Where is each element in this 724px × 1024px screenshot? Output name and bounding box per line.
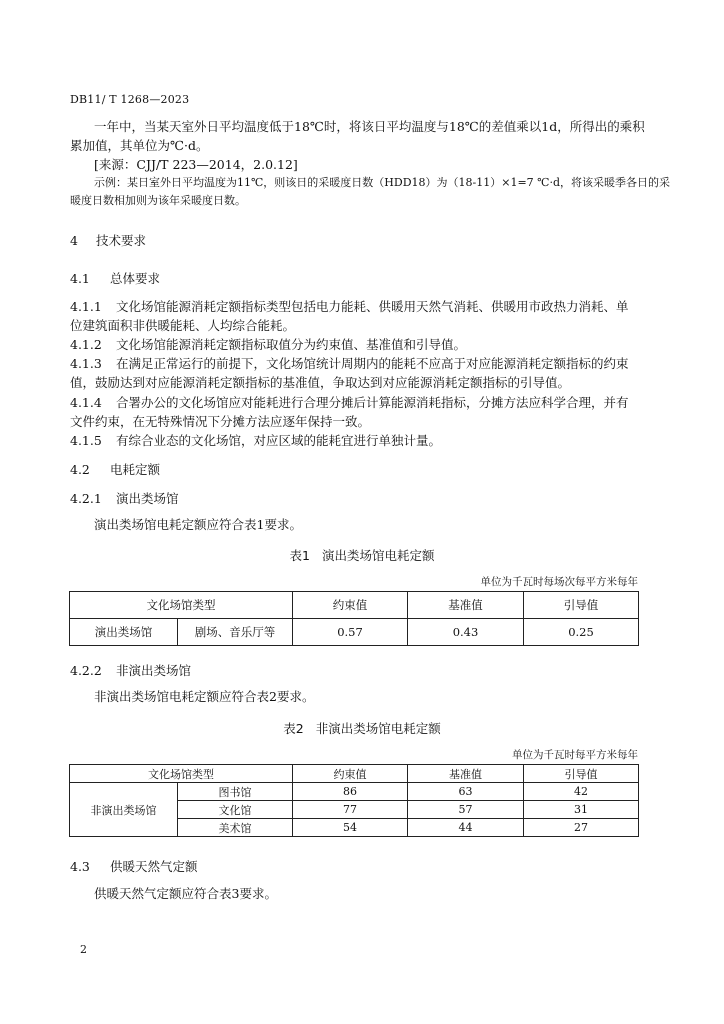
table-row [70, 619, 639, 646]
header-cell: 基准值 [408, 765, 524, 783]
table-header-row [70, 592, 639, 619]
section-4-3-heading [70, 857, 198, 875]
table1 [69, 591, 639, 646]
type-cell: 图书馆 [178, 783, 293, 801]
section-4-2-heading [70, 460, 160, 478]
clause-4-1-3 [70, 354, 650, 392]
value-cell: 57 [408, 801, 524, 819]
section-4-2-1-heading [70, 489, 179, 507]
category-cell: 演出类场馆 [70, 619, 178, 646]
value-cell: 0.43 [408, 619, 524, 646]
section-title: 供暖天然气定额 [110, 859, 198, 874]
type-cell: 剧场、音乐厅等 [178, 619, 293, 646]
section-4-heading [70, 231, 146, 249]
example-line2: 暖度日数相加则为该年采暖度日数。 [70, 194, 246, 207]
section-title: 演出类场馆 [116, 491, 179, 506]
section-number: 4 [70, 233, 78, 248]
table2-unit: 单位为千瓦时每平方米每年 [512, 749, 638, 761]
value-cell: 31 [524, 801, 639, 819]
value-cell: 86 [293, 783, 408, 801]
clause-text-continued: 值，鼓励达到对应能源消耗定额指标的基准值，争取达到对应能源消耗定额指标的引导值。 [70, 375, 571, 390]
clause-number: 4.1.4 [70, 395, 102, 410]
page-number: 2 [80, 943, 87, 956]
section-title: 电耗定额 [110, 462, 161, 477]
header-cell: 引导值 [524, 765, 639, 783]
section-number: 4.3 [70, 859, 90, 874]
value-cell: 54 [293, 819, 408, 837]
section-4-1-heading [70, 269, 160, 287]
intro-paragraph-line2: 累加值，其单位为℃·d。 [70, 138, 209, 153]
section-number: 4.2 [70, 462, 90, 477]
example-line1: 示例：某日室外日平均温度为11℃，则该日的采暖度日数（HDD18）为（18-11）×1=7 ℃·d，将该采暖季各日的采 [94, 176, 671, 189]
clause-text: 文化场馆能源消耗定额指标取值分为约束值、基准值和引导值。 [116, 337, 467, 352]
clause-4-1-1 [70, 297, 650, 335]
clause-text: 文化场馆能源消耗定额指标类型包括电力能耗、供暖用天然气消耗、供暖用市政热力消耗、单 [116, 299, 629, 314]
document-code: DB11/ T 1268—2023 [70, 93, 190, 106]
header-cell: 约束值 [293, 592, 408, 619]
table1-caption [0, 546, 724, 564]
section-4-2-2-heading [70, 661, 191, 679]
section-title: 非演出类场馆 [116, 663, 192, 678]
value-cell: 0.25 [524, 619, 639, 646]
type-cell: 美术馆 [178, 819, 293, 837]
type-cell: 文化馆 [178, 801, 293, 819]
table-row [70, 783, 639, 801]
header-cell: 基准值 [408, 592, 524, 619]
source-citation: [来源：CJJ/T 223—2014，2.0.12] [94, 157, 298, 172]
clause-text: 有综合业态的文化场馆，对应区域的能耗宜进行单独计量。 [116, 433, 442, 448]
clause-number: 4.1.3 [70, 356, 102, 371]
value-cell: 27 [524, 819, 639, 837]
table-header-row [70, 765, 639, 783]
section-number: 4.2.2 [70, 663, 102, 678]
clause-number: 4.1.5 [70, 433, 102, 448]
clause-text-continued: 文件约束，在无特殊情况下分摊方法应逐年保持一致。 [70, 414, 371, 429]
category-cell: 非演出类场馆 [70, 783, 178, 837]
value-cell: 44 [408, 819, 524, 837]
header-cell: 文化场馆类型 [70, 765, 293, 783]
table2-caption [0, 719, 724, 737]
section-number: 4.2.1 [70, 491, 102, 506]
clause-text-continued: 位建筑面积非供暖能耗、人均综合能耗。 [70, 318, 296, 333]
table-title: 非演出类场馆电耗定额 [315, 721, 441, 736]
intro-paragraph-line1: 一年中，当某天室外日平均温度低于18℃时，将该日平均温度与18℃的差值乘以1d，所得出的乘积 [94, 119, 645, 134]
section-4-2-2-text: 非演出类场馆电耗定额应符合表2要求。 [94, 689, 315, 704]
table-label: 表2 [283, 721, 304, 736]
header-cell: 约束值 [293, 765, 408, 783]
section-number: 4.1 [70, 271, 90, 286]
value-cell: 77 [293, 801, 408, 819]
clause-text: 合署办公的文化场馆应对能耗进行合理分摊后计算能源消耗指标，分摊方法应科学合理，并有 [116, 395, 629, 410]
section-4-2-1-text: 演出类场馆电耗定额应符合表1要求。 [94, 517, 302, 532]
table1-unit: 单位为千瓦时每场次每平方米每年 [480, 576, 638, 588]
clause-number: 4.1.1 [70, 299, 102, 314]
table2 [69, 764, 639, 837]
section-title: 技术要求 [96, 233, 147, 248]
section-title: 总体要求 [110, 271, 161, 286]
header-cell: 文化场馆类型 [70, 592, 293, 619]
clause-number: 4.1.2 [70, 337, 102, 352]
value-cell: 0.57 [293, 619, 408, 646]
value-cell: 63 [408, 783, 524, 801]
value-cell: 42 [524, 783, 639, 801]
clause-4-1-2 [70, 335, 466, 354]
table-title: 演出类场馆电耗定额 [321, 548, 435, 563]
clause-4-1-5 [70, 431, 441, 450]
section-4-3-text: 供暖天然气定额应符合表3要求。 [94, 886, 277, 901]
table-label: 表1 [289, 548, 310, 563]
clause-text: 在满足正常运行的前提下，文化场馆统计周期内的能耗不应高于对应能源消耗定额指标的约束 [116, 356, 629, 371]
clause-4-1-4 [70, 393, 650, 431]
header-cell: 引导值 [524, 592, 639, 619]
